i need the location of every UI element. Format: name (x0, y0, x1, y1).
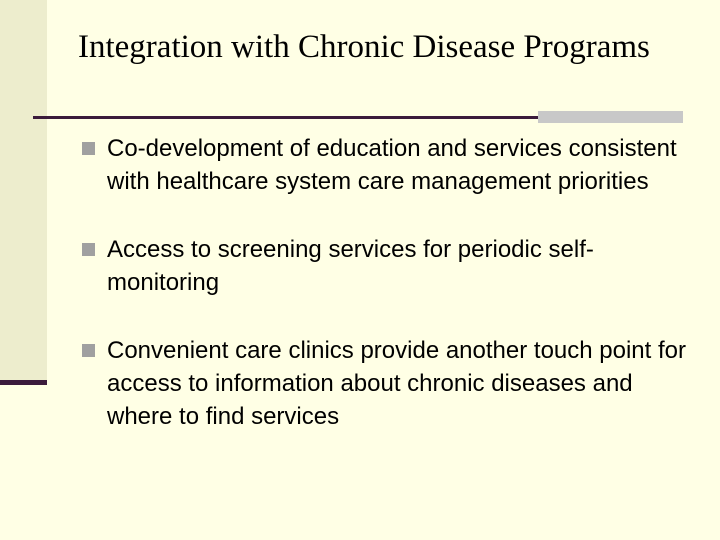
bullet-item (82, 132, 702, 198)
bullet-list (82, 132, 702, 468)
bullet-text: Co-development of education and services consistent with healthcare system care management priorities (107, 135, 677, 195)
title-underline-shadow (538, 111, 683, 123)
bullet-item (82, 233, 702, 299)
left-decorative-line (0, 380, 47, 385)
square-bullet-icon (82, 344, 95, 357)
square-bullet-icon (82, 243, 95, 256)
title-underline (33, 116, 538, 119)
bullet-item (82, 334, 702, 433)
square-bullet-icon (82, 142, 95, 155)
bullet-text: Access to screening services for periodic self-monitoring (107, 236, 594, 296)
bullet-text: Convenient care clinics provide another touch point for access to information about chronic diseases and where to find services (107, 337, 686, 430)
left-decorative-bar (0, 0, 47, 383)
slide-title: Integration with Chronic Disease Programs (78, 29, 650, 65)
